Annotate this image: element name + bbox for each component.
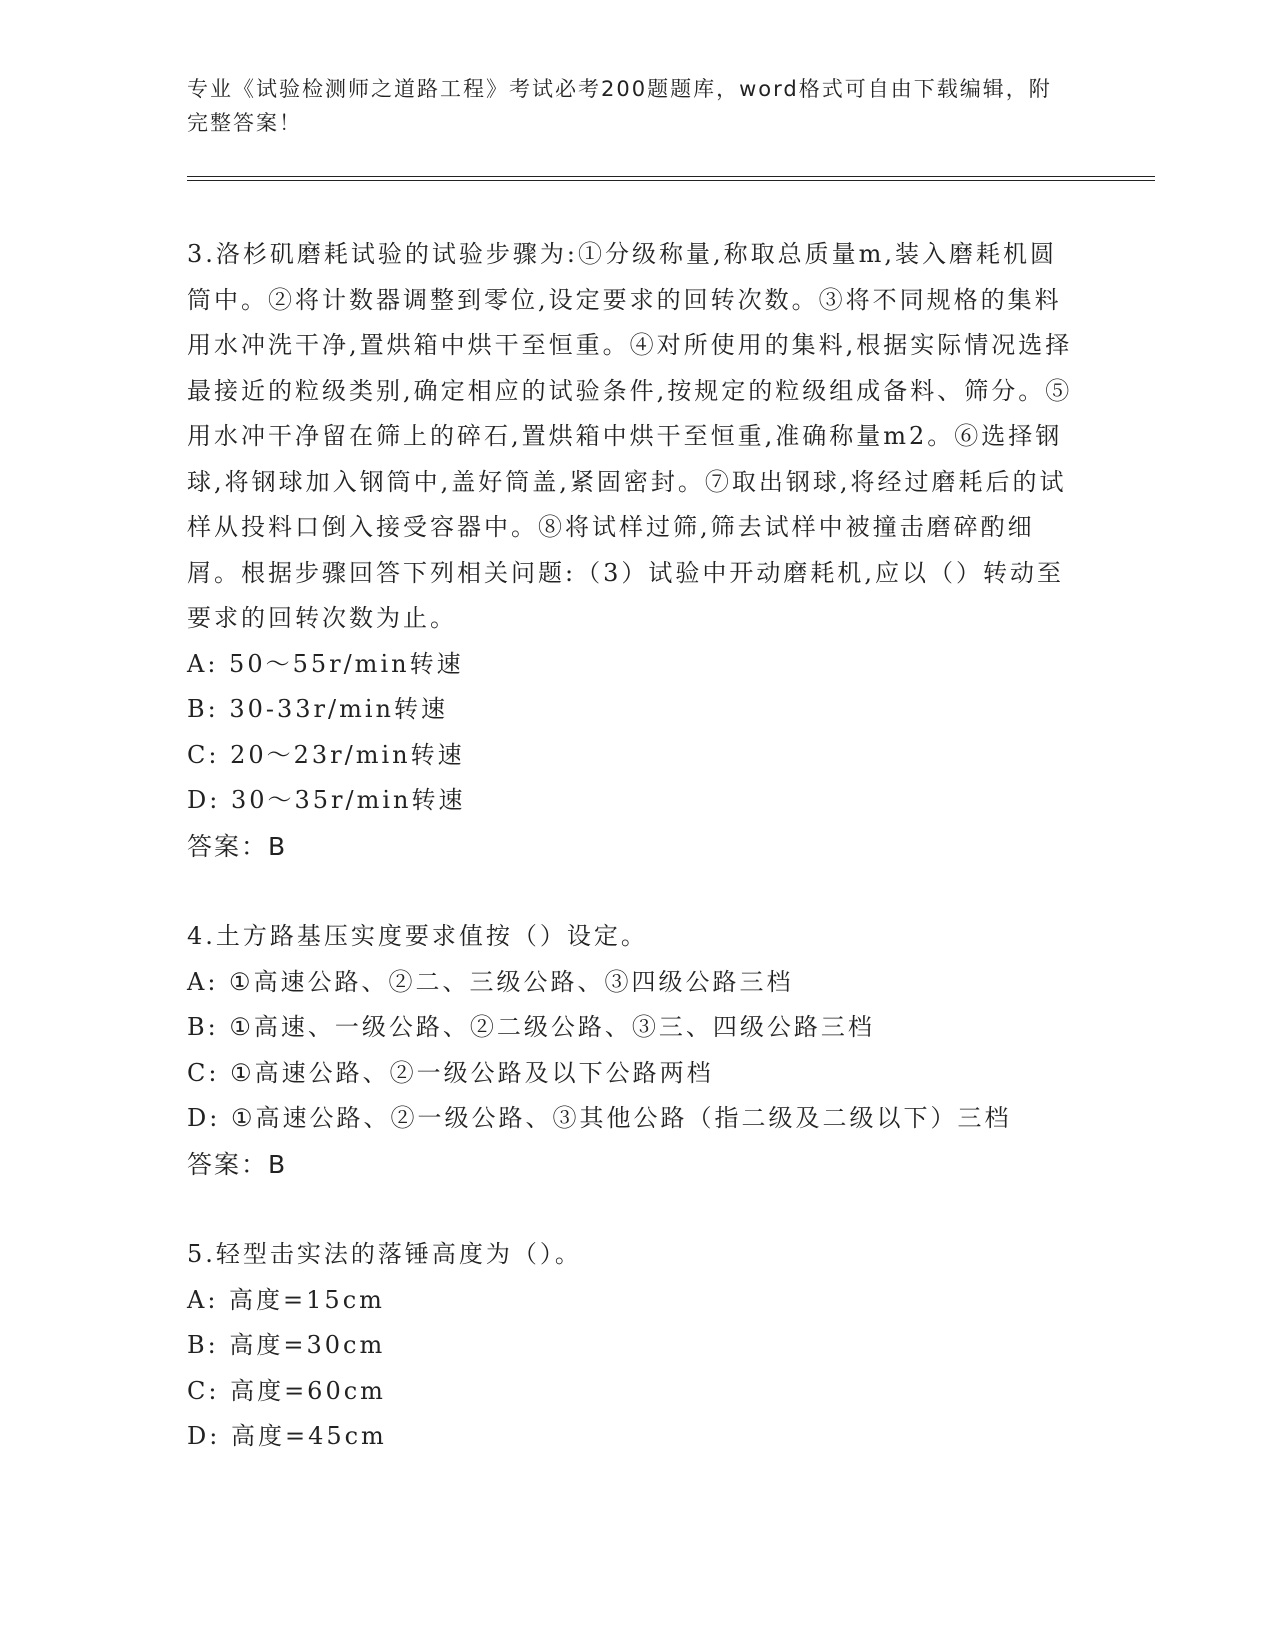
question-5 xyxy=(187,1232,1077,1460)
option-d: D: 高度=45cm xyxy=(187,1422,387,1450)
option-c: C: 20～23r/min转速 xyxy=(187,740,465,769)
question-stem: 4.土方路基压实度要求值按（）设定。 xyxy=(187,922,648,950)
option-b: B: 高度=30cm xyxy=(187,1331,386,1359)
option-c: C: ①高速公路、②一级公路及以下公路两档 xyxy=(187,1058,714,1087)
option-c: C: 高度=60cm xyxy=(187,1376,386,1405)
question-4 xyxy=(187,914,1077,1187)
question-stem: 5.轻型击实法的落锤高度为（）。 xyxy=(187,1240,582,1268)
option-a: A: 高度=15cm xyxy=(187,1285,385,1314)
option-d: D: 30～35r/min转速 xyxy=(187,786,466,814)
answer-line: 答案：B xyxy=(187,1149,288,1179)
option-a: A: 50～55r/min转速 xyxy=(187,649,464,678)
option-b: B: 30-33r/min转速 xyxy=(187,695,448,723)
question-list xyxy=(187,232,1077,1460)
answer-line: 答案：B xyxy=(187,831,288,861)
question-spacer xyxy=(187,1187,1077,1232)
header-divider xyxy=(187,176,1155,181)
question-3 xyxy=(187,232,1077,869)
option-d: D: ①高速公路、②一级公路、③其他公路（指二级及二级以下）三档 xyxy=(187,1104,1012,1132)
question-stem: 3.洛杉矶磨耗试验的试验步骤为:①分级称量,称取总质量m,装入磨耗机圆筒中。②将计数器调整到零位,设定要求的回转次数。③将不同规格的集料用水冲洗干净,置烘箱中烘干至恒重。④对所使用的集料,根据实际情况选择最接近的粒级类别,确定相应的试验条件,按规定的粒级组成备料、筛分。⑤用水冲干净留在筛上的碎石,置烘箱中烘干至恒重,准确称量m2。⑥选择钢球,将钢球加入钢筒中,盖好筒盖,紧固密封。⑦取出钢球,将经过磨耗后的试样从投料口倒入接受容器中。⑧将试样过筛,筛去试样中被撞击磨碎酌细屑。根据步骤回答下列相关问题:（3）试验中开动磨耗机,应以（）转动至要求的回转次数为止。 xyxy=(187,240,1073,632)
option-b: B: ①高速、一级公路、②二级公路、③三、四级公路三档 xyxy=(187,1013,875,1041)
document-header: 专业《试验检测师之道路工程》考试必考200题题库，word格式可自由下载编辑，附完整答案！ xyxy=(187,77,1052,135)
question-spacer xyxy=(187,869,1077,914)
option-a: A: ①高速公路、②二、三级公路、③四级公路三档 xyxy=(187,967,794,996)
